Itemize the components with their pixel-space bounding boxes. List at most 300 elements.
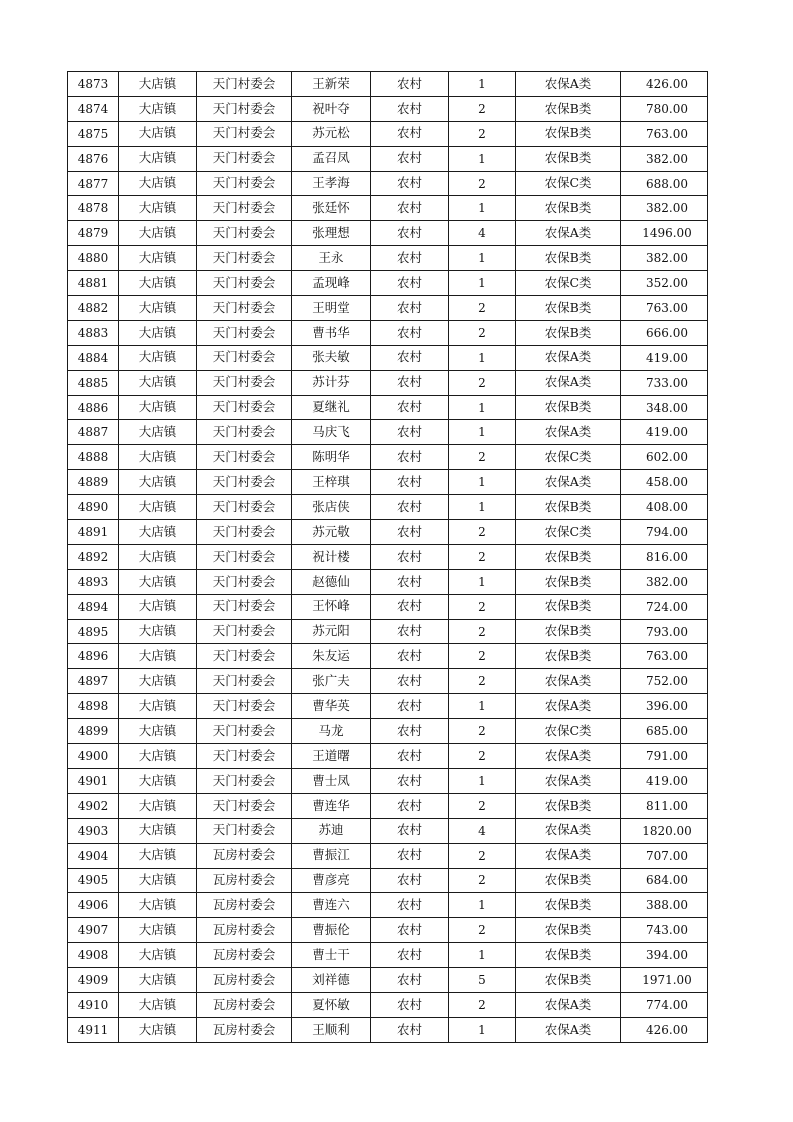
cell-village: 天门村委会 [197, 271, 292, 296]
cell-serial-number: 4877 [68, 171, 119, 196]
cell-amount: 382.00 [621, 196, 708, 221]
cell-town: 大店镇 [119, 544, 197, 569]
cell-person-name: 曹振江 [292, 843, 371, 868]
cell-household-count: 1 [449, 694, 516, 719]
cell-village: 瓦房村委会 [197, 893, 292, 918]
cell-area-type: 农村 [371, 72, 449, 97]
cell-town: 大店镇 [119, 694, 197, 719]
cell-person-name: 张广夫 [292, 669, 371, 694]
cell-village: 天门村委会 [197, 768, 292, 793]
cell-village: 天门村委会 [197, 221, 292, 246]
cell-village: 天门村委会 [197, 320, 292, 345]
cell-town: 大店镇 [119, 943, 197, 968]
cell-amount: 426.00 [621, 1017, 708, 1042]
cell-household-count: 2 [449, 544, 516, 569]
cell-town: 大店镇 [119, 72, 197, 97]
cell-category: 农保A类 [516, 420, 621, 445]
cell-household-count: 1 [449, 569, 516, 594]
cell-household-count: 2 [449, 644, 516, 669]
cell-serial-number: 4910 [68, 992, 119, 1017]
cell-village: 天门村委会 [197, 644, 292, 669]
cell-town: 大店镇 [119, 644, 197, 669]
cell-household-count: 1 [449, 943, 516, 968]
cell-area-type: 农村 [371, 694, 449, 719]
cell-amount: 394.00 [621, 943, 708, 968]
cell-amount: 666.00 [621, 320, 708, 345]
cell-town: 大店镇 [119, 893, 197, 918]
table-row [68, 719, 708, 744]
cell-household-count: 2 [449, 96, 516, 121]
table-row [68, 768, 708, 793]
cell-serial-number: 4899 [68, 719, 119, 744]
cell-serial-number: 4874 [68, 96, 119, 121]
cell-person-name: 曹书华 [292, 320, 371, 345]
cell-area-type: 农村 [371, 171, 449, 196]
cell-household-count: 1 [449, 72, 516, 97]
cell-village: 天门村委会 [197, 420, 292, 445]
cell-village: 天门村委会 [197, 669, 292, 694]
cell-village: 天门村委会 [197, 171, 292, 196]
cell-household-count: 2 [449, 619, 516, 644]
cell-household-count: 1 [449, 768, 516, 793]
cell-amount: 348.00 [621, 395, 708, 420]
cell-amount: 602.00 [621, 445, 708, 470]
cell-category: 农保A类 [516, 694, 621, 719]
cell-household-count: 1 [449, 420, 516, 445]
cell-person-name: 孟召凤 [292, 146, 371, 171]
cell-category: 农保A类 [516, 992, 621, 1017]
cell-village: 瓦房村委会 [197, 943, 292, 968]
cell-village: 天门村委会 [197, 719, 292, 744]
cell-household-count: 2 [449, 744, 516, 769]
cell-area-type: 农村 [371, 1017, 449, 1042]
cell-person-name: 王道曙 [292, 744, 371, 769]
table-row [68, 72, 708, 97]
table-row [68, 345, 708, 370]
cell-area-type: 农村 [371, 196, 449, 221]
cell-household-count: 1 [449, 196, 516, 221]
cell-serial-number: 4873 [68, 72, 119, 97]
cell-amount: 816.00 [621, 544, 708, 569]
cell-category: 农保C类 [516, 445, 621, 470]
cell-serial-number: 4904 [68, 843, 119, 868]
cell-amount: 382.00 [621, 246, 708, 271]
cell-village: 天门村委会 [197, 495, 292, 520]
cell-amount: 382.00 [621, 146, 708, 171]
cell-person-name: 刘祥德 [292, 968, 371, 993]
cell-category: 农保B类 [516, 395, 621, 420]
cell-amount: 419.00 [621, 420, 708, 445]
cell-serial-number: 4896 [68, 644, 119, 669]
cell-village: 天门村委会 [197, 395, 292, 420]
table-row [68, 669, 708, 694]
cell-amount: 793.00 [621, 619, 708, 644]
cell-town: 大店镇 [119, 719, 197, 744]
table-row [68, 992, 708, 1017]
table-row [68, 445, 708, 470]
cell-serial-number: 4906 [68, 893, 119, 918]
cell-amount: 724.00 [621, 594, 708, 619]
cell-serial-number: 4911 [68, 1017, 119, 1042]
cell-serial-number: 4880 [68, 246, 119, 271]
cell-person-name: 张理想 [292, 221, 371, 246]
cell-village: 天门村委会 [197, 744, 292, 769]
table-row [68, 544, 708, 569]
table-row [68, 246, 708, 271]
cell-category: 农保A类 [516, 345, 621, 370]
cell-amount: 1971.00 [621, 968, 708, 993]
cell-town: 大店镇 [119, 470, 197, 495]
cell-amount: 419.00 [621, 768, 708, 793]
table-row [68, 818, 708, 843]
cell-area-type: 农村 [371, 470, 449, 495]
cell-household-count: 1 [449, 345, 516, 370]
cell-household-count: 1 [449, 495, 516, 520]
cell-person-name: 祝计楼 [292, 544, 371, 569]
table-row [68, 221, 708, 246]
cell-category: 农保B类 [516, 569, 621, 594]
cell-amount: 791.00 [621, 744, 708, 769]
cell-village: 天门村委会 [197, 345, 292, 370]
cell-category: 农保B类 [516, 296, 621, 321]
cell-serial-number: 4889 [68, 470, 119, 495]
cell-area-type: 农村 [371, 246, 449, 271]
cell-town: 大店镇 [119, 370, 197, 395]
cell-area-type: 农村 [371, 992, 449, 1017]
cell-serial-number: 4878 [68, 196, 119, 221]
cell-amount: 408.00 [621, 495, 708, 520]
cell-amount: 396.00 [621, 694, 708, 719]
table-row [68, 296, 708, 321]
cell-serial-number: 4897 [68, 669, 119, 694]
table-row [68, 96, 708, 121]
cell-person-name: 曹士干 [292, 943, 371, 968]
cell-village: 天门村委会 [197, 470, 292, 495]
cell-town: 大店镇 [119, 221, 197, 246]
cell-person-name: 王梓琪 [292, 470, 371, 495]
cell-village: 天门村委会 [197, 793, 292, 818]
cell-household-count: 2 [449, 445, 516, 470]
cell-amount: 794.00 [621, 520, 708, 545]
cell-person-name: 王新荣 [292, 72, 371, 97]
cell-town: 大店镇 [119, 271, 197, 296]
cell-serial-number: 4902 [68, 793, 119, 818]
cell-town: 大店镇 [119, 196, 197, 221]
cell-category: 农保C类 [516, 271, 621, 296]
cell-amount: 811.00 [621, 793, 708, 818]
cell-area-type: 农村 [371, 395, 449, 420]
cell-category: 农保A类 [516, 470, 621, 495]
table-row [68, 744, 708, 769]
cell-village: 天门村委会 [197, 246, 292, 271]
cell-category: 农保B类 [516, 793, 621, 818]
cell-person-name: 王怀峰 [292, 594, 371, 619]
table-row [68, 893, 708, 918]
cell-amount: 763.00 [621, 644, 708, 669]
cell-serial-number: 4890 [68, 495, 119, 520]
cell-town: 大店镇 [119, 146, 197, 171]
cell-village: 天门村委会 [197, 72, 292, 97]
cell-town: 大店镇 [119, 520, 197, 545]
cell-village: 瓦房村委会 [197, 918, 292, 943]
cell-person-name: 张廷怀 [292, 196, 371, 221]
cell-category: 农保B类 [516, 320, 621, 345]
cell-town: 大店镇 [119, 395, 197, 420]
cell-serial-number: 4885 [68, 370, 119, 395]
cell-household-count: 1 [449, 246, 516, 271]
cell-person-name: 夏怀敏 [292, 992, 371, 1017]
cell-household-count: 2 [449, 843, 516, 868]
cell-category: 农保B类 [516, 644, 621, 669]
cell-amount: 1820.00 [621, 818, 708, 843]
cell-area-type: 农村 [371, 420, 449, 445]
cell-amount: 763.00 [621, 121, 708, 146]
table-body [68, 72, 708, 1043]
cell-village: 天门村委会 [197, 445, 292, 470]
cell-amount: 388.00 [621, 893, 708, 918]
cell-area-type: 农村 [371, 818, 449, 843]
cell-person-name: 孟现峰 [292, 271, 371, 296]
cell-serial-number: 4908 [68, 943, 119, 968]
cell-town: 大店镇 [119, 793, 197, 818]
cell-area-type: 农村 [371, 868, 449, 893]
table-row [68, 370, 708, 395]
table-row [68, 843, 708, 868]
cell-serial-number: 4879 [68, 221, 119, 246]
cell-category: 农保B类 [516, 544, 621, 569]
cell-person-name: 苏元松 [292, 121, 371, 146]
cell-area-type: 农村 [371, 918, 449, 943]
cell-town: 大店镇 [119, 96, 197, 121]
cell-person-name: 曹连六 [292, 893, 371, 918]
cell-area-type: 农村 [371, 544, 449, 569]
cell-town: 大店镇 [119, 669, 197, 694]
table-row [68, 569, 708, 594]
cell-serial-number: 4883 [68, 320, 119, 345]
cell-town: 大店镇 [119, 744, 197, 769]
cell-village: 天门村委会 [197, 96, 292, 121]
table-row [68, 594, 708, 619]
cell-person-name: 苏元敬 [292, 520, 371, 545]
table-row [68, 520, 708, 545]
cell-household-count: 1 [449, 395, 516, 420]
cell-household-count: 5 [449, 968, 516, 993]
cell-category: 农保A类 [516, 669, 621, 694]
cell-serial-number: 4903 [68, 818, 119, 843]
cell-serial-number: 4894 [68, 594, 119, 619]
cell-town: 大店镇 [119, 171, 197, 196]
cell-person-name: 马龙 [292, 719, 371, 744]
cell-town: 大店镇 [119, 843, 197, 868]
cell-amount: 763.00 [621, 296, 708, 321]
cell-serial-number: 4891 [68, 520, 119, 545]
cell-area-type: 农村 [371, 121, 449, 146]
table-row [68, 1017, 708, 1042]
cell-village: 瓦房村委会 [197, 992, 292, 1017]
cell-town: 大店镇 [119, 420, 197, 445]
cell-village: 天门村委会 [197, 594, 292, 619]
cell-serial-number: 4887 [68, 420, 119, 445]
cell-category: 农保B类 [516, 246, 621, 271]
table-row [68, 918, 708, 943]
allowance-table [67, 71, 708, 1043]
cell-category: 农保B类 [516, 196, 621, 221]
cell-area-type: 农村 [371, 96, 449, 121]
cell-area-type: 农村 [371, 893, 449, 918]
cell-category: 农保B类 [516, 868, 621, 893]
cell-area-type: 农村 [371, 843, 449, 868]
cell-person-name: 苏计芬 [292, 370, 371, 395]
cell-category: 农保A类 [516, 768, 621, 793]
cell-village: 天门村委会 [197, 818, 292, 843]
cell-serial-number: 4901 [68, 768, 119, 793]
cell-town: 大店镇 [119, 768, 197, 793]
cell-category: 农保B类 [516, 619, 621, 644]
cell-amount: 780.00 [621, 96, 708, 121]
cell-area-type: 农村 [371, 520, 449, 545]
cell-person-name: 朱友运 [292, 644, 371, 669]
cell-category: 农保A类 [516, 744, 621, 769]
cell-serial-number: 4898 [68, 694, 119, 719]
cell-town: 大店镇 [119, 968, 197, 993]
cell-category: 农保C类 [516, 171, 621, 196]
cell-area-type: 农村 [371, 768, 449, 793]
cell-serial-number: 4876 [68, 146, 119, 171]
cell-town: 大店镇 [119, 1017, 197, 1042]
cell-person-name: 马庆飞 [292, 420, 371, 445]
cell-town: 大店镇 [119, 296, 197, 321]
cell-person-name: 苏元阳 [292, 619, 371, 644]
cell-area-type: 农村 [371, 793, 449, 818]
cell-serial-number: 4882 [68, 296, 119, 321]
cell-town: 大店镇 [119, 246, 197, 271]
cell-category: 农保A类 [516, 1017, 621, 1042]
cell-person-name: 王永 [292, 246, 371, 271]
cell-village: 瓦房村委会 [197, 843, 292, 868]
cell-amount: 707.00 [621, 843, 708, 868]
cell-village: 天门村委会 [197, 296, 292, 321]
table-row [68, 943, 708, 968]
cell-household-count: 1 [449, 893, 516, 918]
cell-village: 天门村委会 [197, 619, 292, 644]
cell-household-count: 2 [449, 868, 516, 893]
cell-person-name: 曹华英 [292, 694, 371, 719]
cell-household-count: 2 [449, 992, 516, 1017]
cell-serial-number: 4905 [68, 868, 119, 893]
cell-village: 天门村委会 [197, 146, 292, 171]
table-row [68, 271, 708, 296]
cell-household-count: 2 [449, 918, 516, 943]
cell-area-type: 农村 [371, 619, 449, 644]
cell-area-type: 农村 [371, 669, 449, 694]
cell-category: 农保A类 [516, 818, 621, 843]
cell-household-count: 1 [449, 146, 516, 171]
cell-area-type: 农村 [371, 943, 449, 968]
cell-person-name: 曹振伦 [292, 918, 371, 943]
cell-person-name: 苏迪 [292, 818, 371, 843]
cell-household-count: 2 [449, 594, 516, 619]
cell-serial-number: 4893 [68, 569, 119, 594]
cell-area-type: 农村 [371, 221, 449, 246]
cell-category: 农保B类 [516, 96, 621, 121]
cell-area-type: 农村 [371, 370, 449, 395]
cell-serial-number: 4888 [68, 445, 119, 470]
cell-town: 大店镇 [119, 569, 197, 594]
cell-category: 农保B类 [516, 121, 621, 146]
cell-amount: 1496.00 [621, 221, 708, 246]
cell-area-type: 农村 [371, 146, 449, 171]
cell-household-count: 4 [449, 221, 516, 246]
cell-serial-number: 4884 [68, 345, 119, 370]
table-row [68, 694, 708, 719]
cell-serial-number: 4909 [68, 968, 119, 993]
cell-household-count: 2 [449, 121, 516, 146]
cell-amount: 752.00 [621, 669, 708, 694]
cell-town: 大店镇 [119, 320, 197, 345]
cell-area-type: 农村 [371, 594, 449, 619]
cell-person-name: 张店侠 [292, 495, 371, 520]
cell-village: 天门村委会 [197, 196, 292, 221]
cell-household-count: 2 [449, 520, 516, 545]
cell-area-type: 农村 [371, 296, 449, 321]
cell-household-count: 2 [449, 320, 516, 345]
cell-category: 农保B类 [516, 594, 621, 619]
cell-amount: 688.00 [621, 171, 708, 196]
cell-town: 大店镇 [119, 992, 197, 1017]
cell-household-count: 2 [449, 719, 516, 744]
cell-amount: 426.00 [621, 72, 708, 97]
cell-village: 天门村委会 [197, 121, 292, 146]
cell-town: 大店镇 [119, 121, 197, 146]
table-row [68, 196, 708, 221]
cell-household-count: 1 [449, 271, 516, 296]
cell-household-count: 2 [449, 669, 516, 694]
cell-area-type: 农村 [371, 345, 449, 370]
cell-person-name: 曹彦亮 [292, 868, 371, 893]
cell-person-name: 王孝海 [292, 171, 371, 196]
cell-person-name: 曹士凤 [292, 768, 371, 793]
cell-category: 农保B类 [516, 918, 621, 943]
cell-town: 大店镇 [119, 619, 197, 644]
table-row [68, 868, 708, 893]
cell-person-name: 祝叶夺 [292, 96, 371, 121]
cell-household-count: 4 [449, 818, 516, 843]
cell-category: 农保A类 [516, 370, 621, 395]
cell-amount: 743.00 [621, 918, 708, 943]
cell-amount: 419.00 [621, 345, 708, 370]
cell-town: 大店镇 [119, 445, 197, 470]
cell-serial-number: 4875 [68, 121, 119, 146]
cell-person-name: 陈明华 [292, 445, 371, 470]
cell-household-count: 2 [449, 171, 516, 196]
cell-area-type: 农村 [371, 320, 449, 345]
table-row [68, 470, 708, 495]
cell-category: 农保B类 [516, 495, 621, 520]
cell-town: 大店镇 [119, 495, 197, 520]
cell-area-type: 农村 [371, 719, 449, 744]
cell-serial-number: 4886 [68, 395, 119, 420]
table-row [68, 793, 708, 818]
cell-serial-number: 4881 [68, 271, 119, 296]
cell-village: 瓦房村委会 [197, 868, 292, 893]
cell-town: 大店镇 [119, 594, 197, 619]
cell-town: 大店镇 [119, 868, 197, 893]
table-row [68, 644, 708, 669]
cell-area-type: 农村 [371, 744, 449, 769]
cell-amount: 352.00 [621, 271, 708, 296]
cell-category: 农保C类 [516, 520, 621, 545]
cell-village: 天门村委会 [197, 544, 292, 569]
